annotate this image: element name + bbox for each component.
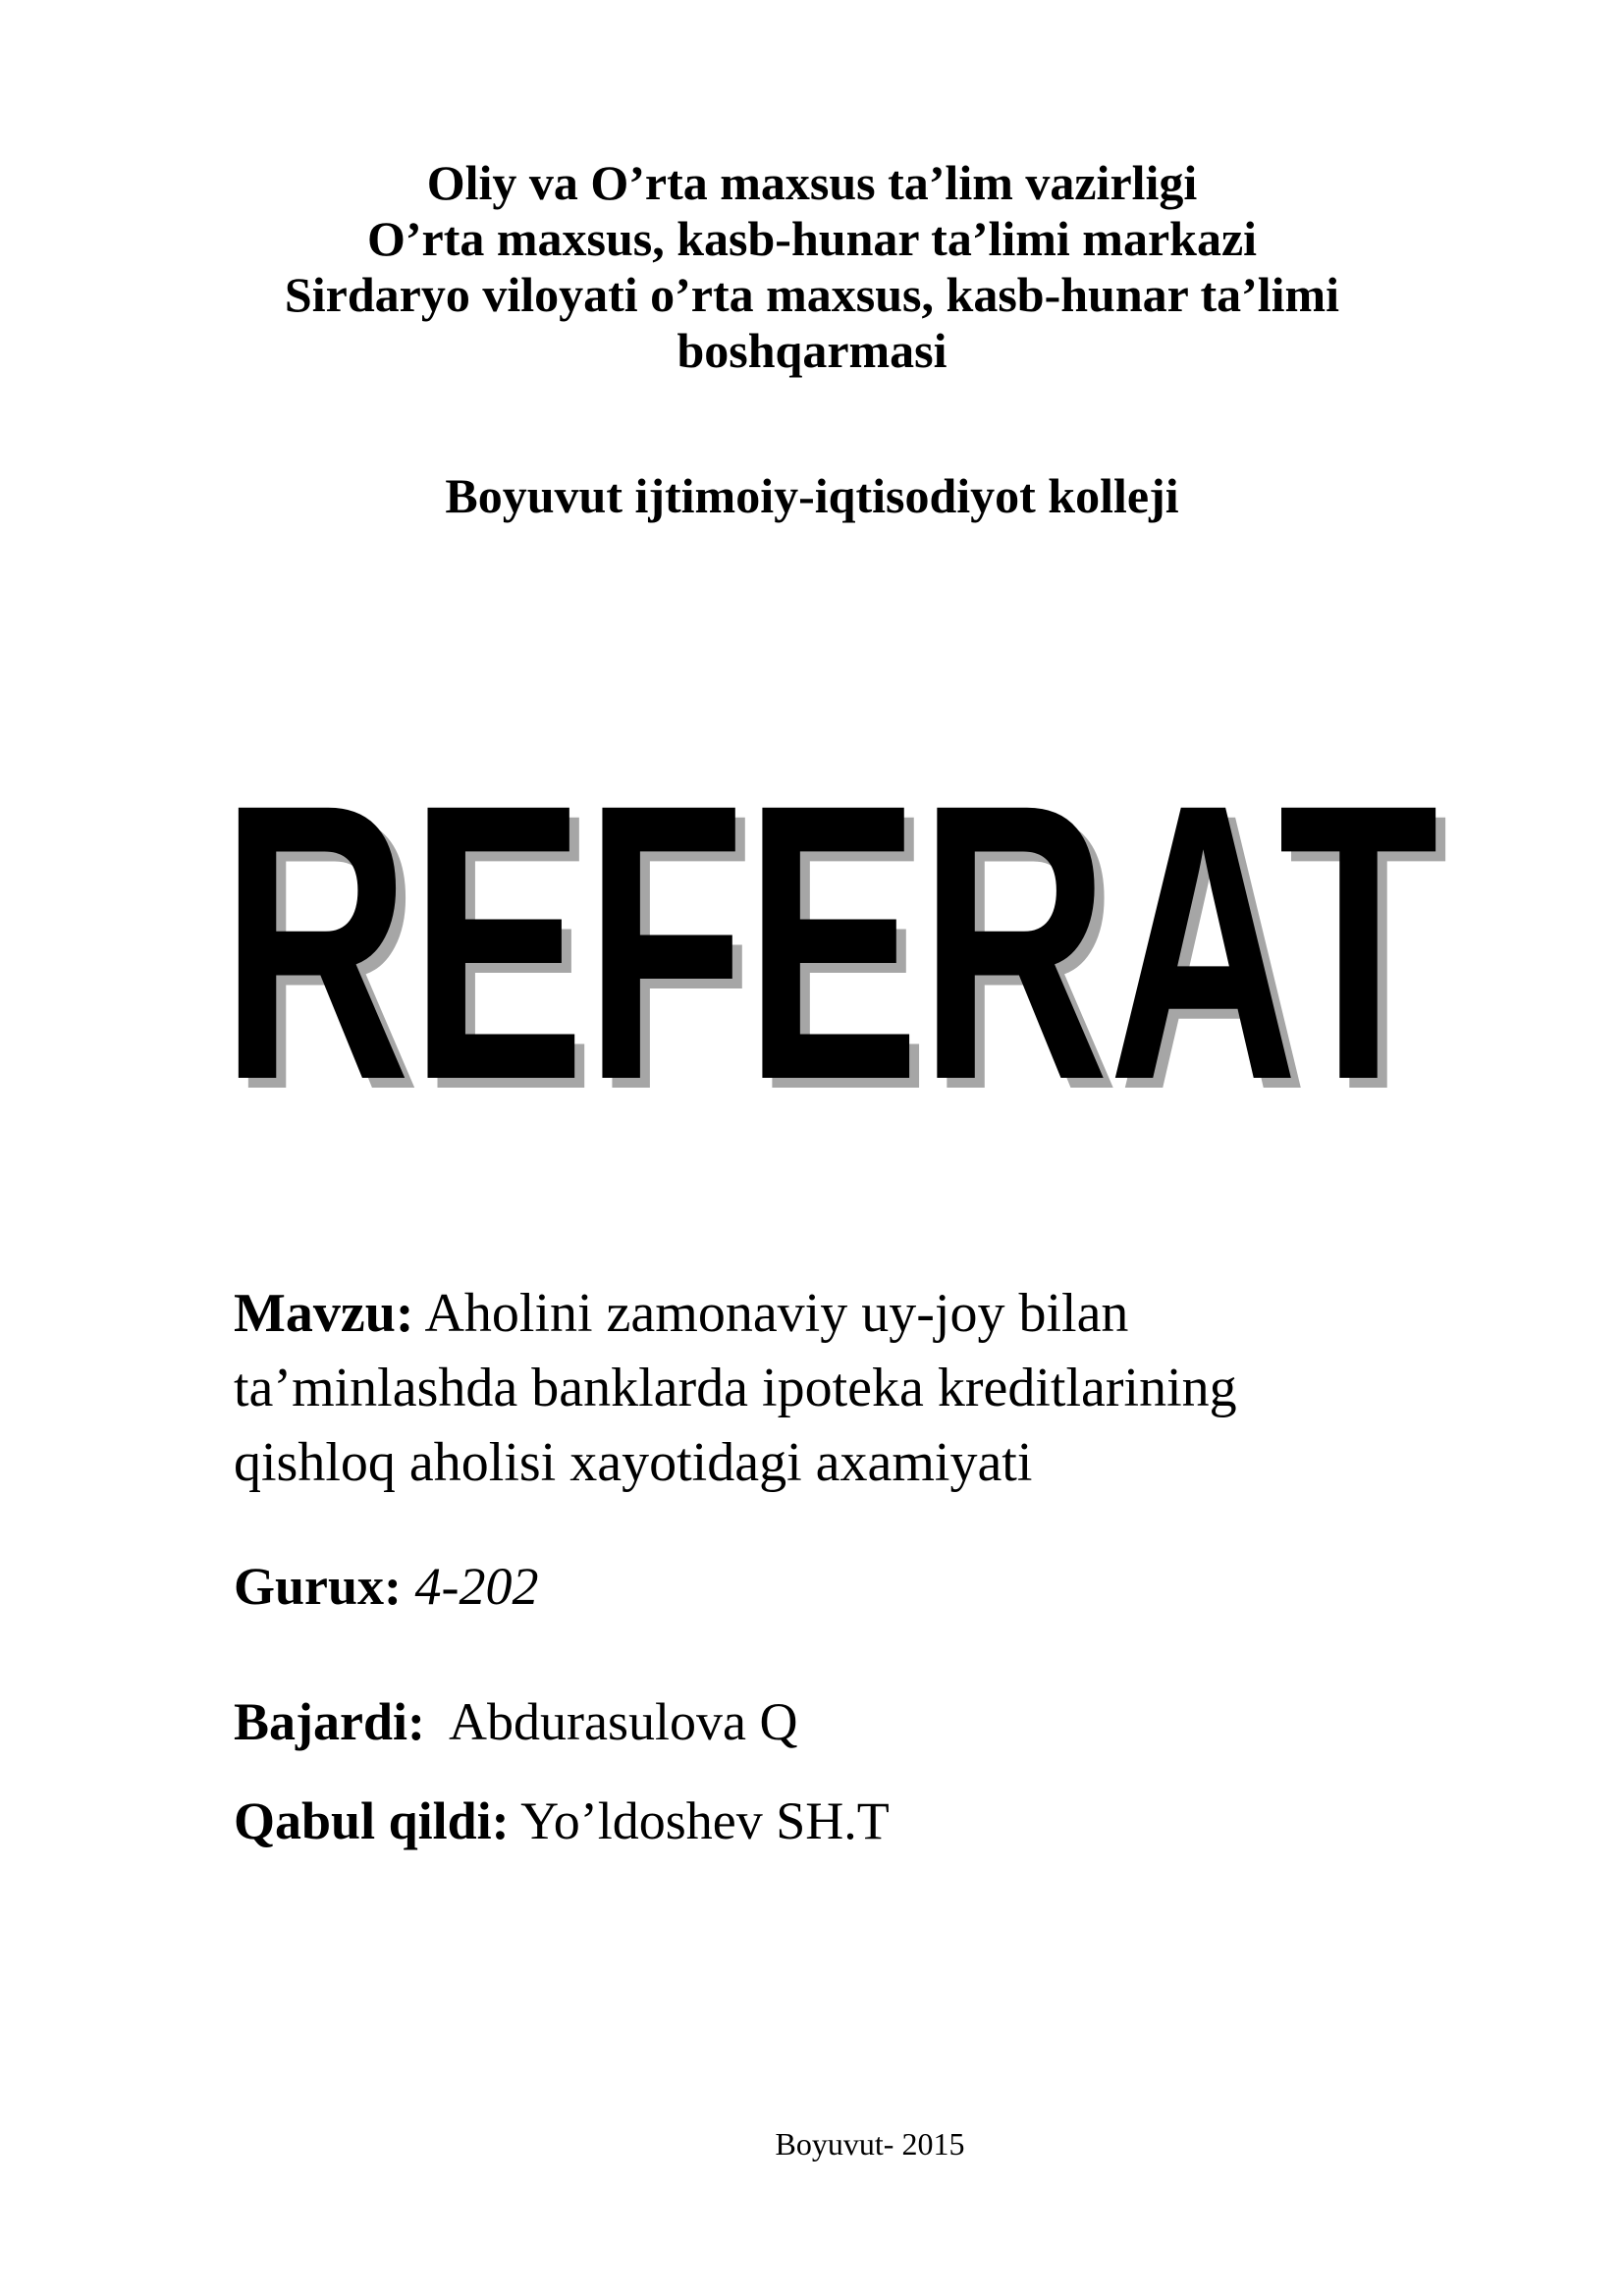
accepted-by-value: Yo’ldoshev SH.T: [520, 1791, 890, 1850]
topic-text-3: qishloq aholisi xayotidagi axamiyati: [234, 1432, 1033, 1493]
referat-title: [221, 775, 1458, 1099]
group-value: 4-202: [414, 1557, 539, 1616]
performed-by-value: Abdurasulova Q: [449, 1692, 798, 1751]
header-line-regional: Sirdaryo viloyati o’rta maxsus, kasb-hunar ta’limi: [284, 267, 1340, 322]
topic-block: [234, 1276, 1412, 1500]
topic-text-1: Aholini zamonaviy uy-joy bilan: [424, 1283, 1129, 1344]
accepted-by-field: [234, 1791, 890, 1850]
topic-label: Mavzu:: [234, 1283, 414, 1344]
referat-title-shadow: REFERAT: [231, 775, 1448, 1099]
group-field: [234, 1557, 539, 1616]
header-line-center: O’rta maxsus, kasb-hunar ta’limi markazi: [366, 211, 1258, 266]
performed-by-field: [234, 1692, 797, 1751]
college-name: Boyuvut ijtimoiy-iqtisodiyot kolleji: [445, 468, 1179, 523]
performed-by-label: Bajardi:: [234, 1692, 425, 1751]
place-year: Boyuvut- 2015: [775, 2126, 965, 2162]
header-line-ministry: Oliy va O’rta maxsus ta’lim vazirligi: [426, 155, 1198, 210]
header-line-administration: boshqarmasi: [677, 323, 947, 378]
referat-title-text: REFERAT: [221, 775, 1438, 1099]
group-label: Gurux:: [234, 1557, 403, 1616]
topic-line-1: [234, 1276, 1412, 1351]
topic-text-2: ta’minlashda banklarda ipoteka kreditlarining: [234, 1358, 1237, 1418]
ministry-header: [0, 155, 1624, 379]
accepted-by-label: Qabul qildi:: [234, 1791, 510, 1850]
